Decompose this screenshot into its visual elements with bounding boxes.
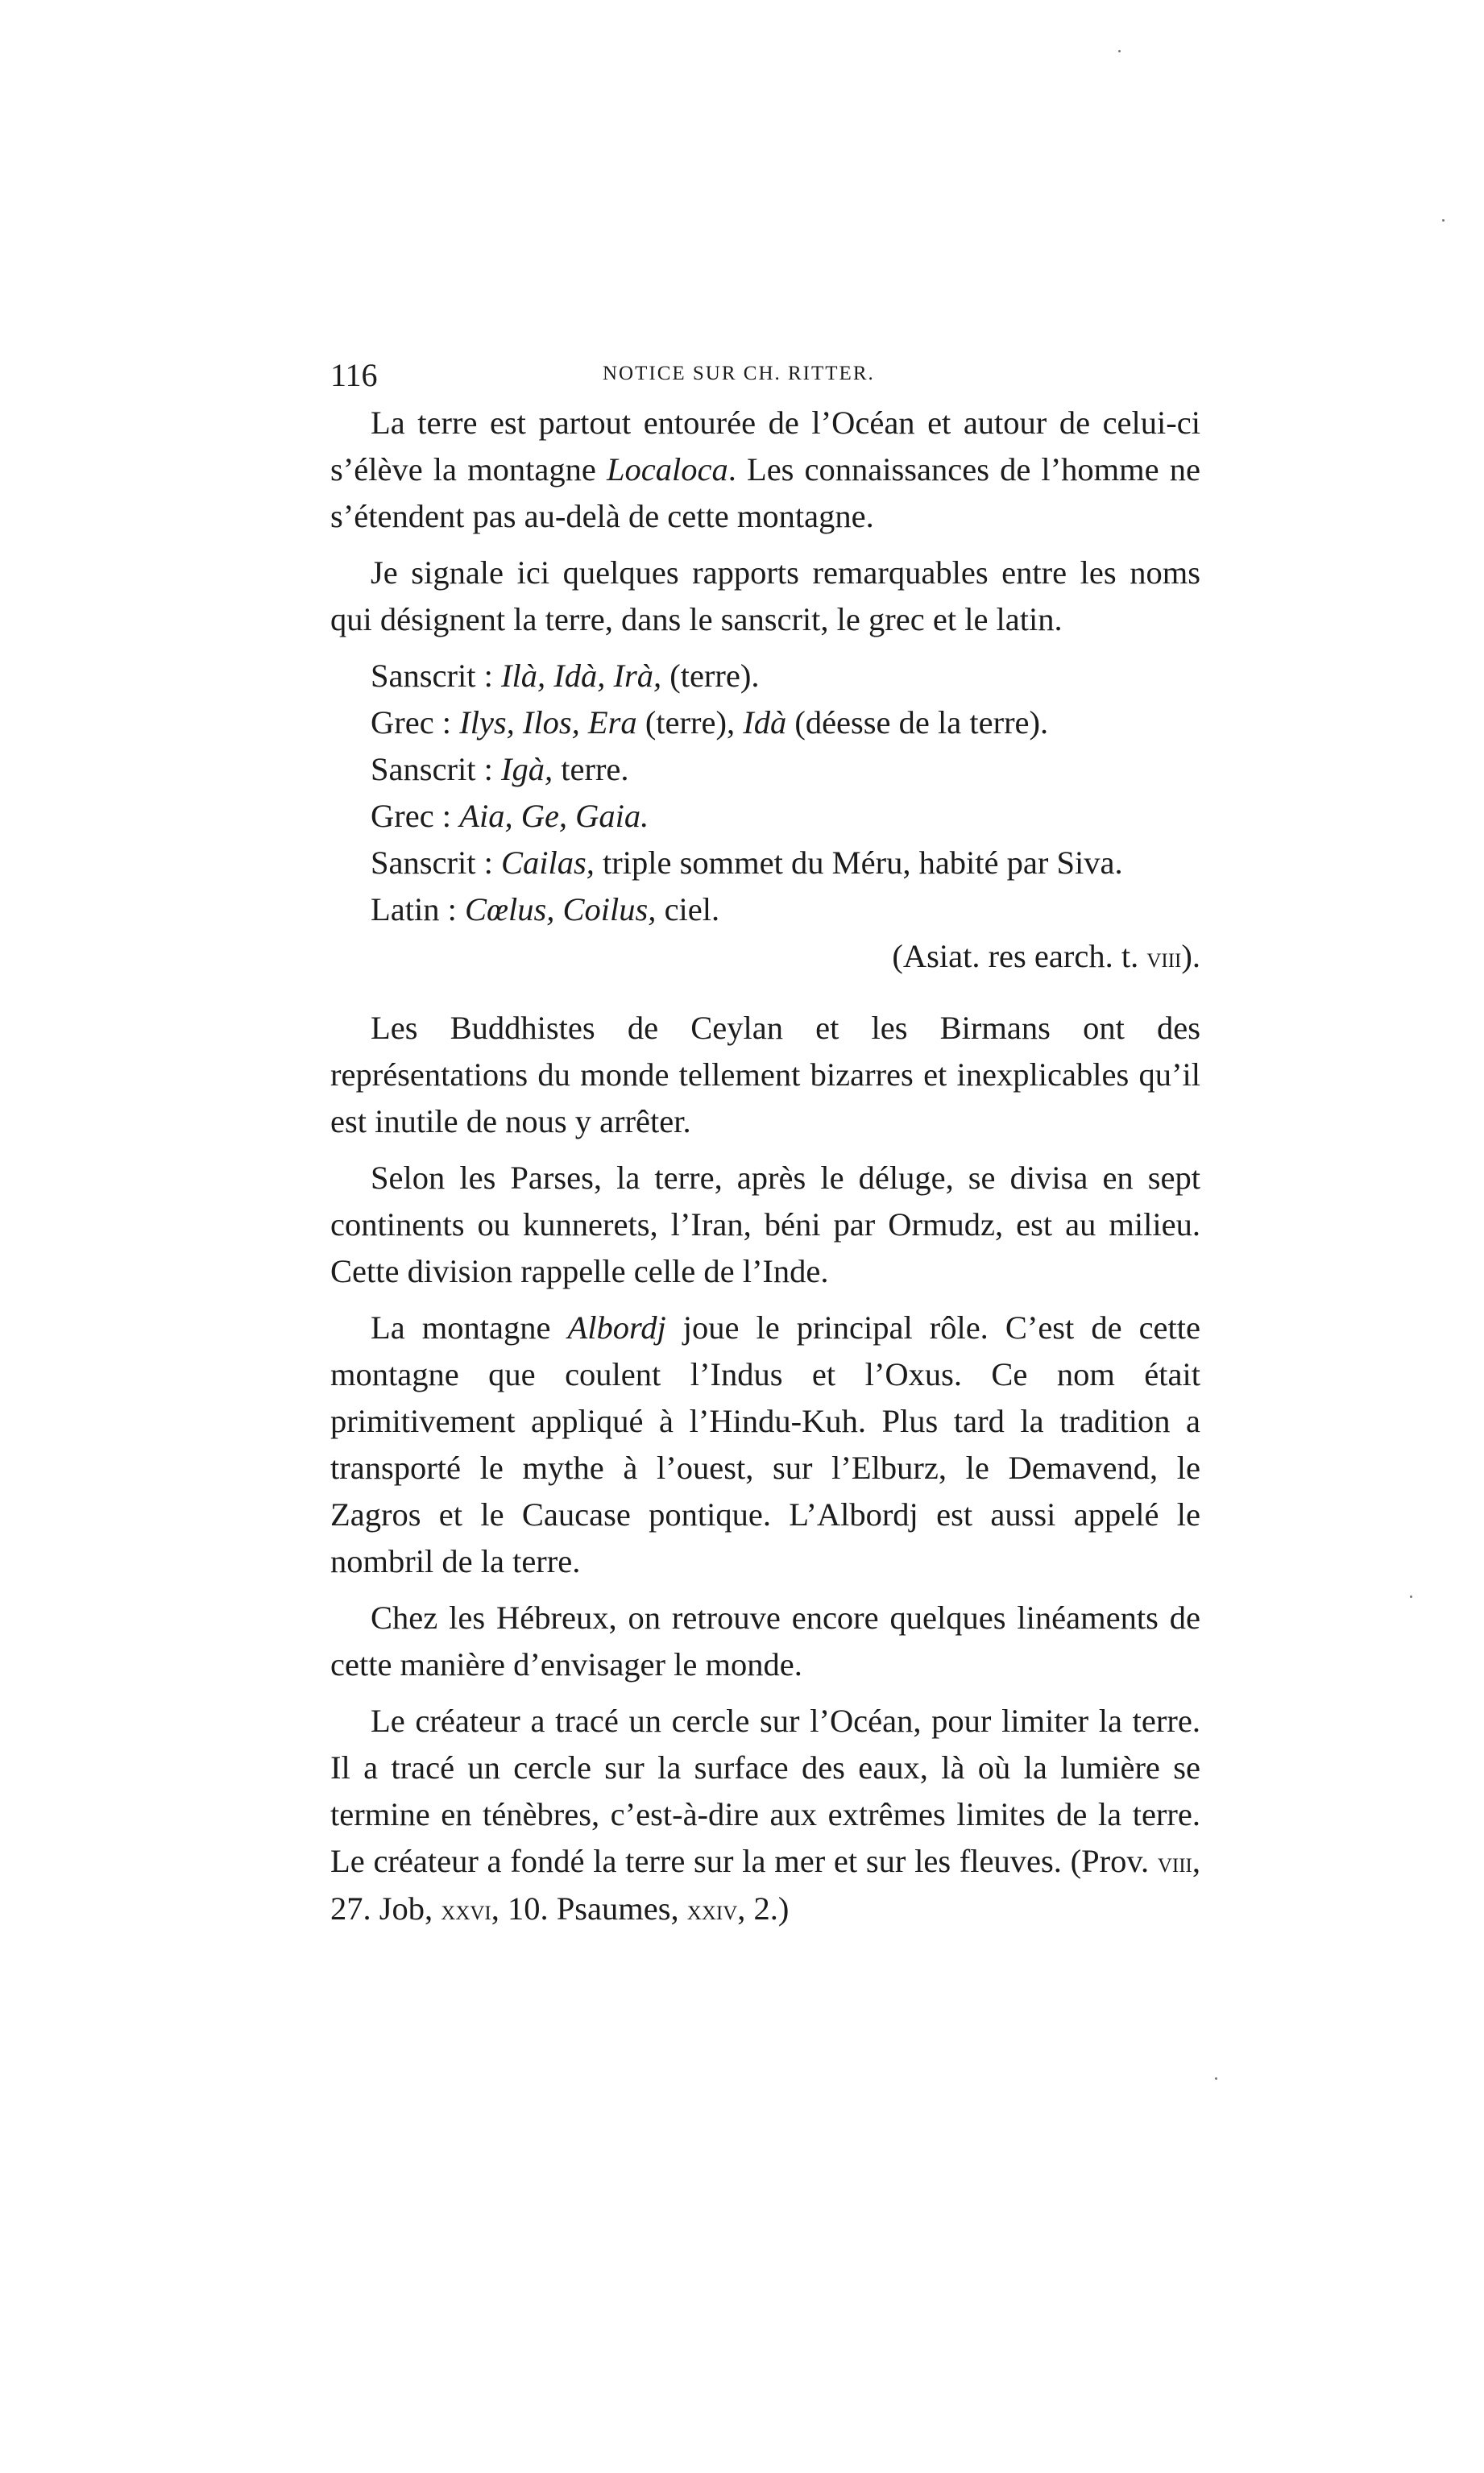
word-list-line: Latin : Cœlus, Coilus, ciel. bbox=[371, 891, 720, 927]
page-header bbox=[330, 356, 1200, 396]
paragraph-buddhists: Les Buddhistes de Ceylan et les Birmans ont des représentations du monde tellement bizarres et inexplicables qu’il est inutile de nous y arrêter. bbox=[330, 1010, 1200, 1139]
paper-speck bbox=[1118, 50, 1121, 52]
word-list-line: Sanscrit : Cailas, triple sommet du Méru, habité par Siva. bbox=[371, 844, 1123, 881]
page-number: 116 bbox=[330, 357, 378, 393]
word-list-line: Grec : Aia, Ge, Gaia. bbox=[371, 798, 649, 834]
paragraph-parses: Selon les Parses, la terre, après le déluge, se divisa en sept continents ou kunnerets, l’Iran, béni par Ormudz, est au milieu. Cette division rappelle celle de l’Inde. bbox=[330, 1160, 1200, 1289]
running-head: NOTICE SUR CH. RITTER. bbox=[603, 363, 875, 384]
paper-speck bbox=[1215, 2077, 1217, 2080]
paragraph-etymology-intro: Je signale ici quelques rapports remarquables entre les noms qui désignent la terre, dans le sanscrit, le grec et le latin. bbox=[330, 554, 1200, 637]
paragraph-albordj: La montagne Albordj joue le principal rôle. C’est de cette montagne que coulent l’Indus et l’Oxus. Ce nom était primitivement appliqué à l’Hindu-Kuh. Plus tard la tradition a transporté le mythe à l’ouest, sur l’Elburz, le Demavend, le Zagros et le Caucase pontique. L’Albordj est aussi appelé le nombril de la terre. bbox=[330, 1309, 1201, 1579]
paragraph-createur: Le créateur a tracé un cercle sur l’Océan, pour limiter la terre. Il a tracé un cercle sur la surface des eaux, là où la lumière se termine en ténèbres, c’est-à-dire aux extrêmes limites de la terre. Le créateur a fondé la terre sur la mer et sur les fleuves. (Prov. viii, 27. Job, xxvi, 10. Psaumes, xxiv, 2.) bbox=[330, 1703, 1200, 1927]
word-list-line: Sanscrit : Ilà, Idà, Irà, (terre). bbox=[371, 658, 760, 694]
paragraph-hebrews: Chez les Hébreux, on retrouve encore quelques linéaments de cette manière d’envisager le monde. bbox=[330, 1600, 1200, 1683]
source-citation: (Asiat. res earch. t. viii). bbox=[892, 938, 1200, 974]
word-list-line: Sanscrit : Igà, terre. bbox=[371, 751, 629, 787]
paragraph-ocean: La terre est partout entourée de l’Océan et autour de celui-ci s’élève la montagne Localoca. Les connaissances de l’homme ne s’étendent pas au-delà de cette montagne. bbox=[330, 405, 1201, 534]
italic-term: Albordj bbox=[567, 1309, 666, 1346]
body-text bbox=[330, 400, 1200, 1933]
paper-speck bbox=[1410, 1595, 1412, 1598]
word-list-line: Grec : Ilys, Ilos, Era (terre), Idà (déesse de la terre). bbox=[371, 704, 1049, 741]
paper-speck bbox=[1442, 219, 1445, 222]
italic-term: Localoca bbox=[606, 451, 728, 488]
